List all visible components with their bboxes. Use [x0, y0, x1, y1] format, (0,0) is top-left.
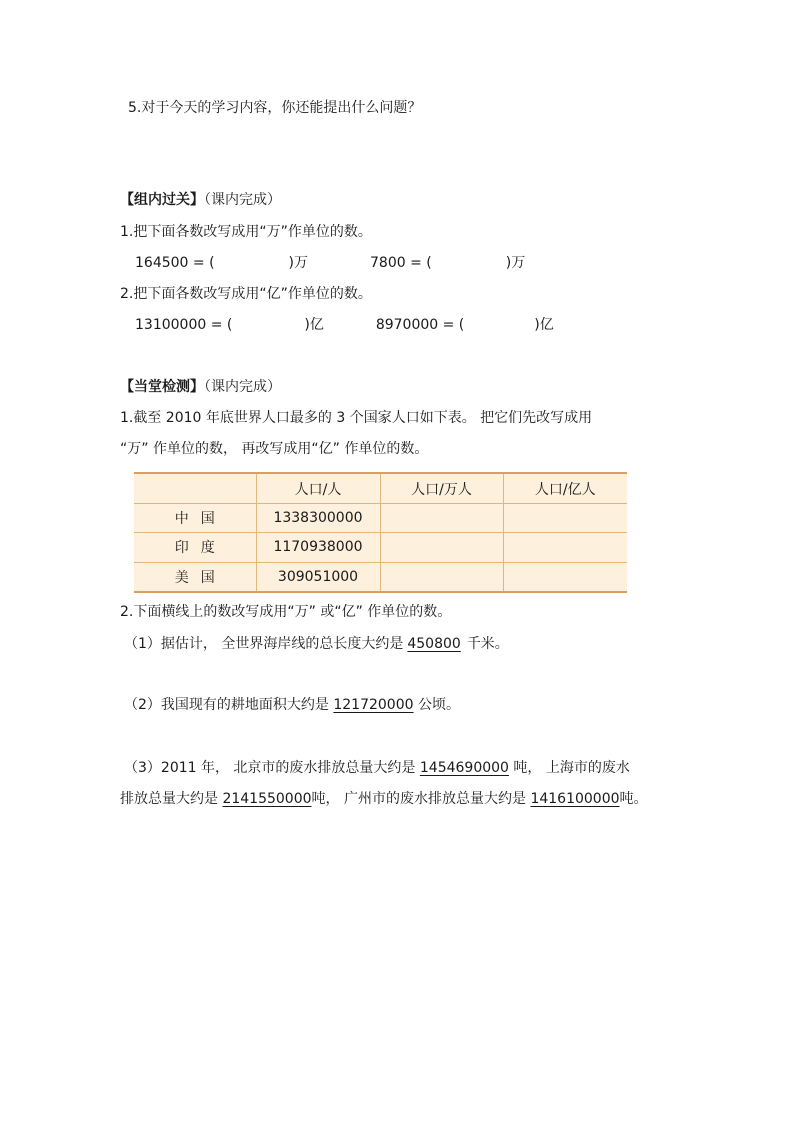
q1b-unit: )万: [505, 255, 526, 271]
q2a-number: 13100000 = (: [135, 317, 233, 333]
sub-question-1-unit: 千米。: [466, 636, 509, 652]
check-question-1-line2: “万” 作单位的数， 再改写成用“亿” 作单位的数。: [120, 441, 429, 457]
q1a-number: 164500 = (: [135, 255, 215, 271]
check-question-1-line1: 1.截至 2010 年底世界人口最多的 3 个国家人口如下表。 把它们先改写成用: [120, 410, 593, 426]
sub-question-3-text-3: 排放总量大约是: [120, 791, 223, 807]
sub-question-2-text: （2）我国现有的耕地面积大约是: [124, 697, 334, 713]
group-heading: 【组内过关】: [120, 192, 204, 208]
sub-question-2-unit: 公顷。: [413, 697, 460, 713]
wan-cell: [380, 504, 503, 533]
population-table: [134, 472, 627, 593]
q2b-number: 8970000 = (: [375, 317, 465, 333]
blank-number-3: 1454690000: [419, 760, 509, 776]
group-note: （课内完成）: [204, 192, 281, 208]
sub-question-3-line1: [124, 758, 630, 778]
q2b-unit: )亿: [534, 317, 554, 333]
blank-number-1: 450800: [407, 636, 461, 652]
table-header-cell: [134, 473, 256, 504]
table-header-cell: 人口/亿人: [503, 473, 627, 504]
group-section-heading: [120, 190, 281, 210]
sub-question-3-text-2: 吨， 上海市的废水: [508, 760, 630, 776]
table-row: [134, 504, 627, 533]
country-cell: 印度: [134, 533, 256, 562]
table-header-cell: 人口/人: [256, 473, 380, 504]
population-cell: 309051000: [256, 562, 380, 592]
yi-cell: [503, 533, 627, 562]
blank-number-2: 121720000: [333, 697, 414, 713]
table-row: [134, 533, 627, 562]
table-header-cell: 人口/万人: [380, 473, 503, 504]
check-note: （课内完成）: [204, 379, 281, 395]
group-question-1: 1.把下面各数改写成用“万”作单位的数。: [120, 224, 372, 240]
q1a-unit: )万: [288, 255, 309, 271]
blank-number-4: 2141550000: [222, 791, 312, 807]
blank-number-5: 1416100000: [530, 791, 620, 807]
yi-cell: [503, 562, 627, 592]
yi-cell: [503, 504, 627, 533]
check-section-heading: [120, 377, 281, 397]
group-q2-row: [135, 315, 554, 335]
question-5: 5.对于今天的学习内容，你还能提出什么问题？: [128, 100, 422, 116]
sub-question-3-line2: [120, 789, 648, 809]
q2a-unit: )亿: [304, 317, 324, 333]
country-cell: 美国: [134, 562, 256, 592]
population-cell: 1170938000: [256, 533, 380, 562]
sub-question-2: [124, 695, 460, 715]
sub-question-1-text: （1）据估计， 全世界海岸线的总长度大约是: [124, 636, 404, 652]
population-cell: 1338300000: [256, 504, 380, 533]
wan-cell: [380, 562, 503, 592]
sub-question-3-text-4: 吨， 广州市的废水排放总量大约是: [311, 791, 531, 807]
country-cell: 中国: [134, 504, 256, 533]
sub-question-1: [124, 634, 509, 654]
q1b-number: 7800 = (: [370, 255, 432, 271]
group-q1-row: [135, 253, 525, 273]
wan-cell: [380, 533, 503, 562]
sub-question-3-text: （3）2011 年， 北京市的废水排放总量大约是: [124, 760, 420, 776]
table-row: [134, 562, 627, 592]
sub-question-3-text-5: 吨。: [619, 791, 648, 807]
check-question-2: 2.下面横线上的数改写成用“万” 或“亿” 作单位的数。: [120, 604, 452, 620]
group-question-2: 2.把下面各数改写成用“亿”作单位的数。: [120, 286, 372, 302]
table-header-row: [134, 473, 627, 504]
check-heading: 【当堂检测】: [120, 379, 204, 395]
